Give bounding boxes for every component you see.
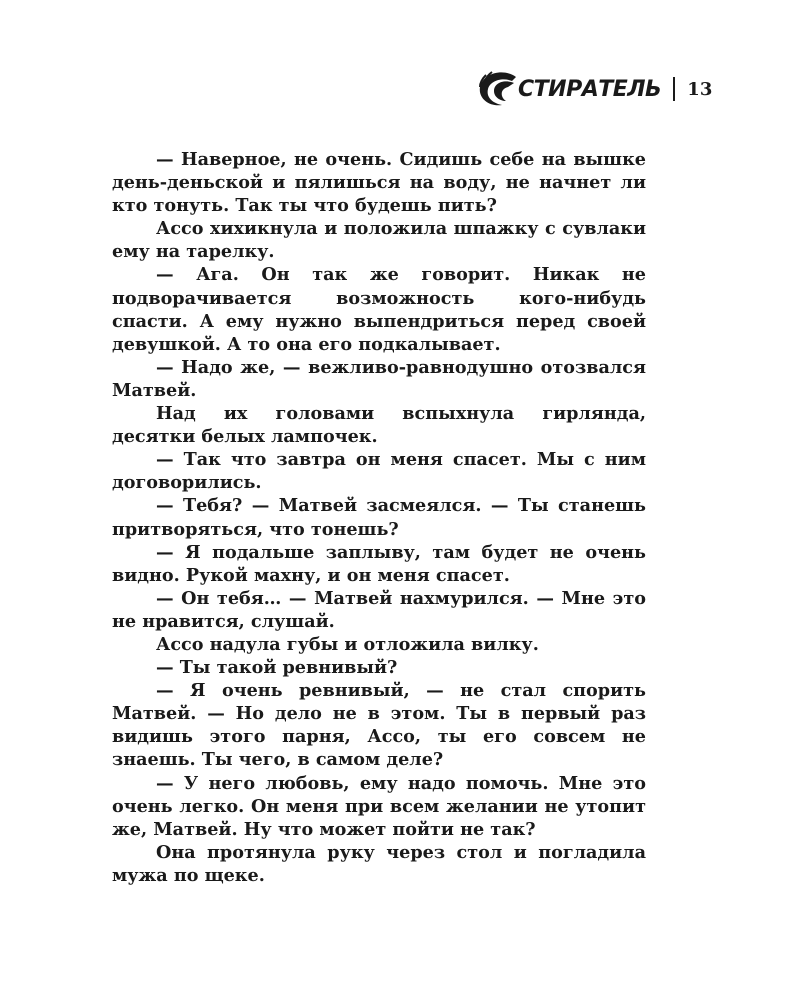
paragraph: Ассо хихикнула и положила шпажку с сувлаки ему на тарелку. bbox=[112, 218, 646, 263]
paragraph: — Надо же, — вежливо-равнодушно отозвался Матвей. bbox=[112, 356, 646, 401]
series-title: СТИРАТЕЛЬ bbox=[518, 76, 662, 102]
paragraph: Она протянула руку через стол и погладила мужа по щеке. bbox=[112, 841, 646, 886]
paragraph: — Наверное, не очень. Сидишь себе на вышке день-деньской и пялишься на воду, не начнет ли кто тонуть. Так ты что будешь пить? bbox=[112, 149, 646, 217]
paragraph: — Ты такой ревнивый? bbox=[156, 657, 398, 679]
page-number: 13 bbox=[687, 78, 713, 100]
body-text bbox=[112, 148, 646, 887]
series-logo bbox=[476, 69, 661, 109]
header-divider bbox=[673, 77, 675, 101]
paragraph: — Я подальше заплыву, там будет не очень видно. Рукой махну, и он меня спасет. bbox=[112, 541, 646, 586]
paragraph: Над их головами вспыхнула гирлянда, десятки белых лампочек. bbox=[112, 403, 646, 448]
running-header bbox=[476, 66, 712, 112]
wave-swirl-icon bbox=[476, 69, 522, 109]
paragraph: — Тебя? — Матвей засмеялся. — Ты станешь притворяться, что тонешь? bbox=[112, 495, 646, 540]
paragraph: Ассо надула губы и отложила вилку. bbox=[156, 633, 539, 655]
paragraph: — Ага. Он так же говорит. Никак не подворачивается возможность кого-нибудь спасти. А ему нужно выпендриться перед своей девушкой. А то она его подкалывает. bbox=[112, 264, 646, 355]
paragraph: — Так что завтра он меня спасет. Мы с ним договорились. bbox=[112, 449, 646, 494]
paragraph: — Он тебя… — Матвей нахмурился. — Мне это не нравится, слушай. bbox=[112, 587, 646, 632]
paragraph: — У него любовь, ему надо помочь. Мне это очень легко. Он меня при всем желании не утопит же, Матвей. Ну что может пойти не так? bbox=[112, 772, 646, 840]
paragraph: — Я очень ревнивый, — не стал спорить Матвей. — Но дело не в этом. Ты в первый раз видишь этого парня, Ассо, ты его совсем не знаешь. Ты чего, в самом деле? bbox=[112, 680, 646, 771]
